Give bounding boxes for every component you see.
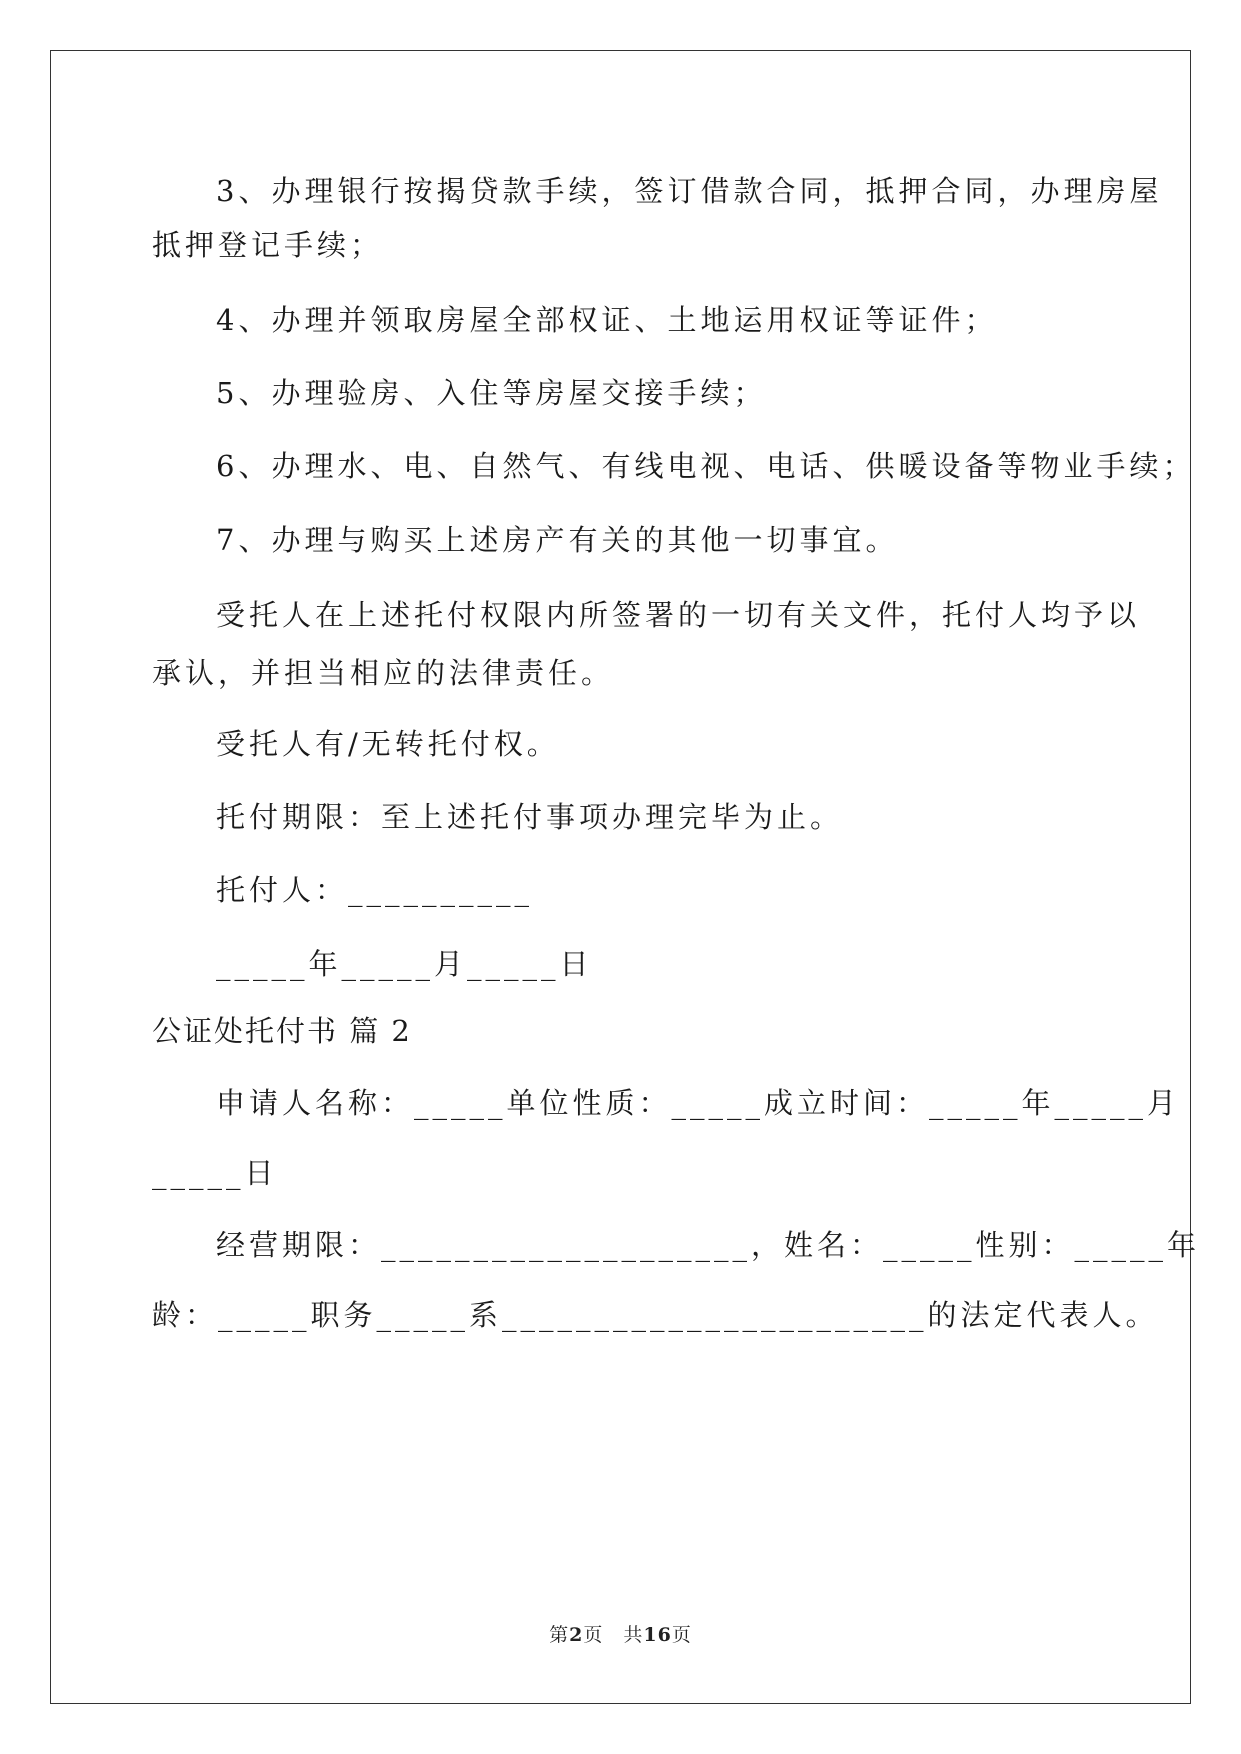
page-footer: [0, 1620, 1241, 1647]
entrustor-signature: 托付人：__________: [216, 873, 534, 907]
applicant-line-2: _____日: [152, 1156, 278, 1190]
footer-suffix: 页: [671, 1624, 692, 1646]
total-pages-number: 16: [643, 1624, 672, 1646]
item-6: 6、办理水、电、自然气、有线电视、电话、供暖设备等物业手续；: [216, 449, 1196, 483]
item-4: 4、办理并领取房屋全部权证、土地运用权证等证件；: [216, 303, 998, 337]
entrust-period: 托付期限：至上述托付事项办理完毕为止。: [216, 800, 844, 834]
section-heading: 公证处托付书 篇 2: [152, 1014, 412, 1048]
operation-line-1: 经营期限：____________________，姓名：_____性别：_____年: [216, 1228, 1201, 1262]
paragraph-acknowledge-line-1: 受托人在上述托付权限内所签署的一切有关文件，托付人均予以: [216, 598, 1141, 632]
current-page-number: 2: [569, 1624, 584, 1646]
date-line: _____年_____月_____日: [216, 947, 593, 981]
applicant-line-1: 申请人名称：_____单位性质：_____成立时间：_____年_____月: [216, 1086, 1181, 1120]
footer-prefix: 第: [549, 1624, 570, 1646]
delegation-right: 受托人有/无转托付权。: [216, 727, 560, 761]
paragraph-acknowledge-line-2: 承认，并担当相应的法律责任。: [152, 656, 615, 690]
item-3-line-1: 3、办理银行按揭贷款手续，签订借款合同，抵押合同，办理房屋: [216, 174, 1163, 208]
operation-line-2: 龄：_____职务_____系_______________________的法定代表人。: [152, 1298, 1159, 1332]
item-3-line-2: 抵押登记手续；: [152, 228, 384, 262]
item-5: 5、办理验房、入住等房屋交接手续；: [216, 376, 767, 410]
footer-mid: 页 共: [583, 1624, 644, 1646]
item-7: 7、办理与购买上述房产有关的其他一切事宜。: [216, 523, 899, 557]
